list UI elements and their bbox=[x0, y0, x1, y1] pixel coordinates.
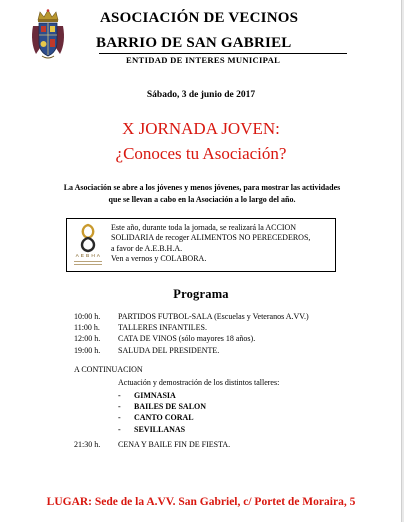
aebha-logo-icon bbox=[78, 223, 98, 253]
schedule-row bbox=[74, 345, 394, 356]
schedule-activity: CENA Y BAILE FIN DE FIESTA. bbox=[118, 440, 231, 449]
workshops-list bbox=[118, 390, 206, 435]
solidarity-box bbox=[66, 218, 336, 272]
schedule-list bbox=[74, 311, 394, 356]
workshop-name: CANTO CORAL bbox=[134, 413, 194, 423]
list-item: - CANTO CORAL bbox=[118, 413, 194, 423]
schedule-activity: TALLERES INFANTILES. bbox=[118, 323, 207, 333]
schedule-time: 19:00 h. bbox=[74, 345, 101, 355]
schedule-time: 21:30 h. bbox=[74, 440, 101, 449]
list-item: - BAILES DE SALON bbox=[118, 402, 207, 412]
solidarity-line: a favor de A.E.B.H.A. bbox=[111, 243, 183, 253]
workshop-name: BAILES DE SALON bbox=[134, 402, 207, 412]
intro-paragraph bbox=[22, 182, 382, 205]
schedule-activity: PARTIDOS FUTBOL-SALA (Escuelas y Veteranos A.VV.) bbox=[118, 312, 309, 321]
schedule-activity: CATA DE VINOS (sólo mayores 18 años). bbox=[118, 334, 256, 344]
solidarity-line: Este año, durante toda la jornada, se realizará la ACCION bbox=[111, 223, 297, 232]
event-subtitle: ¿Conoces tu Asociación? bbox=[115, 144, 287, 163]
coat-of-arms-icon bbox=[30, 8, 66, 60]
organization-tagline: ENTIDAD DE INTERES MUNICIPAL bbox=[126, 55, 281, 65]
header-divider bbox=[99, 53, 347, 54]
continuation-label: A CONTINUACION bbox=[74, 365, 143, 374]
aebha-logo-text: A E B H A bbox=[75, 254, 101, 259]
workshop-name: GIMNASIA bbox=[134, 391, 176, 400]
list-item: - GIMNASIA bbox=[118, 391, 176, 400]
schedule-time: 12:00 h. bbox=[74, 334, 101, 344]
intro-line: que se llevan a cabo en la Asociación a lo largo del año. bbox=[108, 194, 296, 204]
workshops-intro: Actuación y demostración de los distintos talleres: bbox=[118, 378, 280, 387]
solidarity-text bbox=[111, 223, 333, 265]
schedule-time: 10:00 h. bbox=[74, 312, 101, 321]
workshop-name: SEVILLANAS bbox=[134, 424, 186, 434]
program-title: Programa bbox=[173, 287, 229, 301]
aebha-logo bbox=[73, 223, 103, 269]
event-title: X JORNADA JOVEN: bbox=[122, 119, 280, 138]
organization-name: ASOCIACIÓN DE VECINOS bbox=[100, 10, 299, 26]
event-location: LUGAR: Sede de la A.VV. San Gabriel, c/ Portet de Moraira, 5 bbox=[46, 496, 356, 508]
schedule-activity: SALUDA DEL PRESIDENTE. bbox=[118, 345, 220, 355]
list-item: - SEVILLANAS bbox=[118, 424, 186, 434]
organization-subname: BARRIO DE SAN GABRIEL bbox=[96, 35, 292, 51]
solidarity-line: SOLIDARIA de recoger ALIMENTOS NO PERECEDEROS, bbox=[111, 233, 311, 243]
schedule-row bbox=[74, 322, 394, 333]
intro-line: La Asociación se abre a los jóvenes y menos jóvenes, para mostrar las actividades bbox=[63, 183, 341, 192]
aebha-logo-caption bbox=[74, 261, 102, 267]
schedule-row bbox=[74, 333, 394, 344]
schedule-row bbox=[74, 311, 394, 322]
schedule-time: 11:00 h. bbox=[74, 323, 100, 333]
solidarity-line: Ven a vernos y COLABORA. bbox=[111, 254, 207, 264]
event-date: Sábado, 3 de junio de 2017 bbox=[146, 90, 256, 100]
